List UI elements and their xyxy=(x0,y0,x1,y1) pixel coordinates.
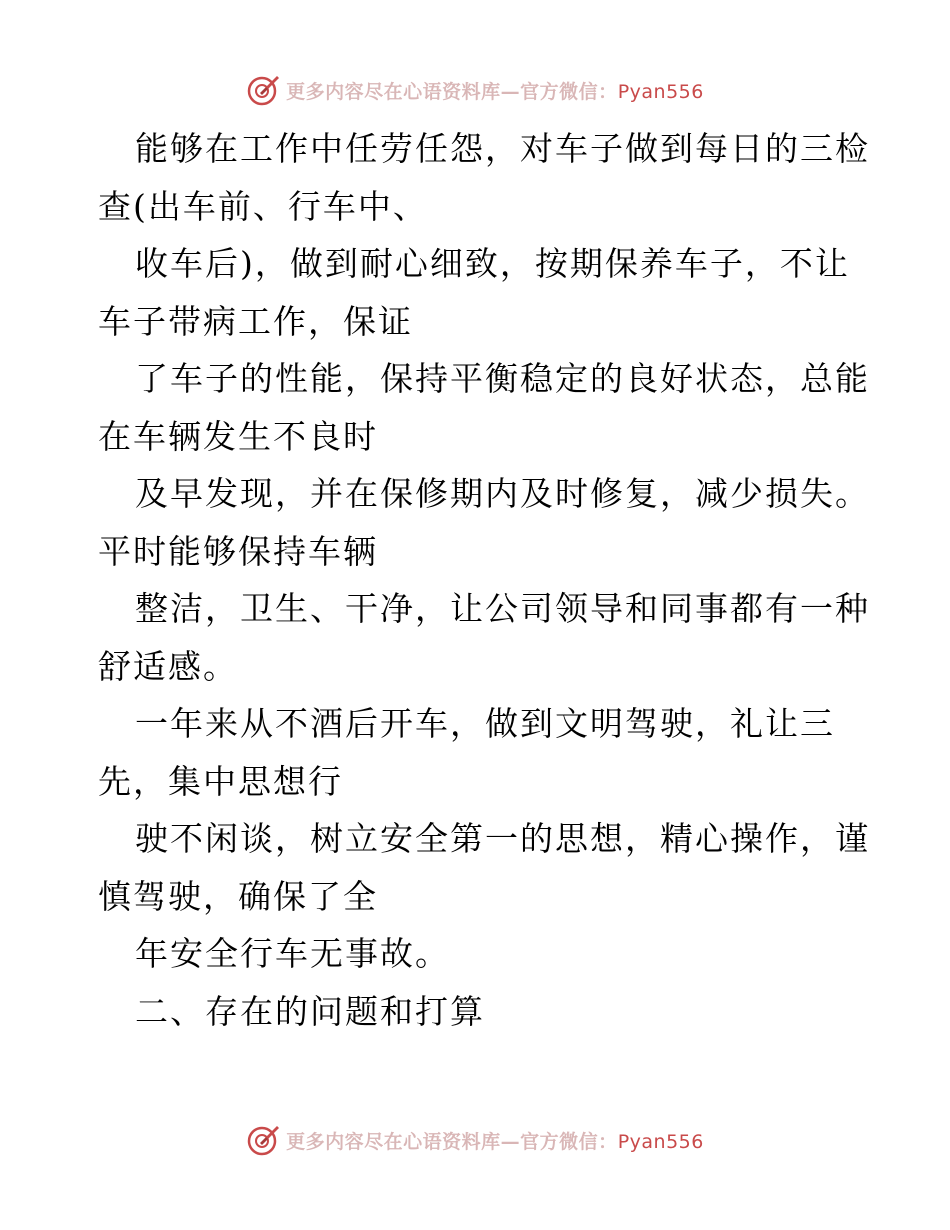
text-line-14: 慎驾驶，确保了全 xyxy=(98,876,378,916)
text-line-6: 在车辆发生不良时 xyxy=(98,416,378,456)
watermark-dash: — xyxy=(500,80,521,103)
watermark-wechat-label: 官方微信： xyxy=(520,80,618,103)
pen-logo-icon xyxy=(246,1123,280,1157)
text-line-15: 年安全行车无事故。 xyxy=(135,934,450,973)
watermark-main: 更多内容尽在心语资料库 xyxy=(286,1130,501,1153)
text-line-2: 查(出车前、行车中、 xyxy=(98,186,428,226)
header-watermark xyxy=(0,70,950,110)
watermark-wechat-label: 官方微信： xyxy=(520,1130,618,1153)
text-line-9: 整洁，卫生、干净，让公司领导和同事都有一种 xyxy=(135,589,870,628)
text-line-11: 一年来从不酒后开车，做到文明驾驶，礼让三 xyxy=(135,704,835,743)
watermark-text xyxy=(286,1127,704,1154)
footer-watermark xyxy=(0,1120,950,1160)
text-line-3: 收车后)，做到耐心细致，按期保养车子，不让 xyxy=(135,244,850,283)
text-line-5: 了车子的性能，保持平衡稳定的良好状态，总能 xyxy=(135,359,870,398)
text-line-13: 驶不闲谈，树立安全第一的思想，精心操作，谨 xyxy=(135,819,870,858)
watermark-main: 更多内容尽在心语资料库 xyxy=(286,80,501,103)
text-line-4: 车子带病工作，保证 xyxy=(98,301,413,341)
text-line-1: 能够在工作中任劳任怨，对车子做到每日的三检 xyxy=(135,129,870,168)
pen-logo-icon xyxy=(246,73,280,107)
section-heading: 二、存在的问题和打算 xyxy=(135,991,485,1031)
watermark-wechat-id: Pyan556 xyxy=(617,1130,704,1153)
text-line-12: 先，集中思想行 xyxy=(98,761,343,801)
watermark-text xyxy=(286,77,704,104)
text-line-8: 平时能够保持车辆 xyxy=(98,531,378,571)
document-body xyxy=(98,120,868,1040)
watermark-dash: — xyxy=(500,1130,521,1153)
watermark-wechat-id: Pyan556 xyxy=(617,80,704,103)
text-line-7: 及早发现，并在保修期内及时修复，减少损失。 xyxy=(135,474,870,513)
text-line-10: 舒适感。 xyxy=(98,646,238,686)
